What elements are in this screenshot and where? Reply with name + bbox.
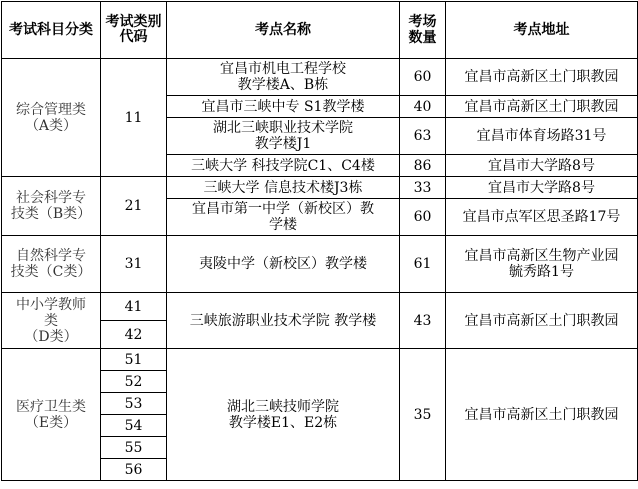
code-cell-54: 54 <box>101 415 167 437</box>
code-cell-42: 42 <box>101 321 167 349</box>
site-name-cell: 三峡大学 信息技术楼J3栋 <box>167 177 400 199</box>
category-cell-e: 医疗卫生类 （E类） <box>2 349 101 481</box>
room-count-cell: 40 <box>400 96 446 118</box>
category-cell-c: 自然科学专 技类（C类） <box>2 236 101 293</box>
room-count-cell: 33 <box>400 177 446 199</box>
header-room-count: 考场数量 <box>400 2 446 59</box>
room-count-cell: 35 <box>400 349 446 481</box>
room-count-cell: 61 <box>400 236 446 293</box>
address-cell: 宜昌市高新区土门职教园 <box>446 59 638 96</box>
table-row <box>2 59 638 96</box>
table-row <box>2 177 638 199</box>
room-count-cell: 43 <box>400 293 446 349</box>
header-category: 考试科目分类 <box>2 2 101 59</box>
category-cell-d: 中小学教师 类 （D类） <box>2 293 101 349</box>
category-cell-b: 社会科学专 技类（B类） <box>2 177 101 236</box>
code-cell-52: 52 <box>101 371 167 393</box>
site-name-cell: 夷陵中学（新校区）教学楼 <box>167 236 400 293</box>
site-name-cell: 宜昌市机电工程学校 教学楼A、B栋 <box>167 59 400 96</box>
code-cell-56: 56 <box>101 459 167 481</box>
site-name-cell: 湖北三峡职业技术学院 教学楼J1 <box>167 118 400 155</box>
address-cell: 宜昌市大学路8号 <box>446 155 638 177</box>
address-cell: 宜昌市点军区思圣路17号 <box>446 199 638 236</box>
exam-site-table <box>1 1 638 481</box>
site-name-cell: 三峡旅游职业技术学院 教学楼 <box>167 293 400 349</box>
address-cell: 宜昌市高新区土门职教园 <box>446 96 638 118</box>
code-cell-55: 55 <box>101 437 167 459</box>
address-cell: 宜昌市高新区土门职教园 <box>446 293 638 349</box>
room-count-cell: 60 <box>400 59 446 96</box>
room-count-cell: 63 <box>400 118 446 155</box>
address-cell: 宜昌市大学路8号 <box>446 177 638 199</box>
header-code: 考试类别代码 <box>101 2 167 59</box>
address-cell: 宜昌市高新区生物产业园 毓秀路1号 <box>446 236 638 293</box>
table-header-row <box>2 2 638 59</box>
code-cell-51: 51 <box>101 349 167 371</box>
header-address: 考点地址 <box>446 2 638 59</box>
site-name-cell: 湖北三峡技师学院 教学楼E1、E2栋 <box>167 349 400 481</box>
site-name-cell: 三峡大学 科技学院C1、C4楼 <box>167 155 400 177</box>
table-row <box>2 293 638 321</box>
address-cell: 宜昌市高新区土门职教园 <box>446 349 638 481</box>
room-count-cell: 86 <box>400 155 446 177</box>
site-name-cell: 宜昌市第一中学（新校区）教 学楼 <box>167 199 400 236</box>
code-cell-21: 21 <box>101 177 167 236</box>
room-count-cell: 60 <box>400 199 446 236</box>
code-cell-31: 31 <box>101 236 167 293</box>
site-name-cell: 宜昌市三峡中专 S1教学楼 <box>167 96 400 118</box>
code-cell-11: 11 <box>101 59 167 177</box>
code-cell-41: 41 <box>101 293 167 321</box>
category-cell-a: 综合管理类 （A类） <box>2 59 101 177</box>
header-site-name: 考点名称 <box>167 2 400 59</box>
address-cell: 宜昌市体育场路31号 <box>446 118 638 155</box>
code-cell-53: 53 <box>101 393 167 415</box>
table-row <box>2 349 638 371</box>
table-row <box>2 236 638 293</box>
